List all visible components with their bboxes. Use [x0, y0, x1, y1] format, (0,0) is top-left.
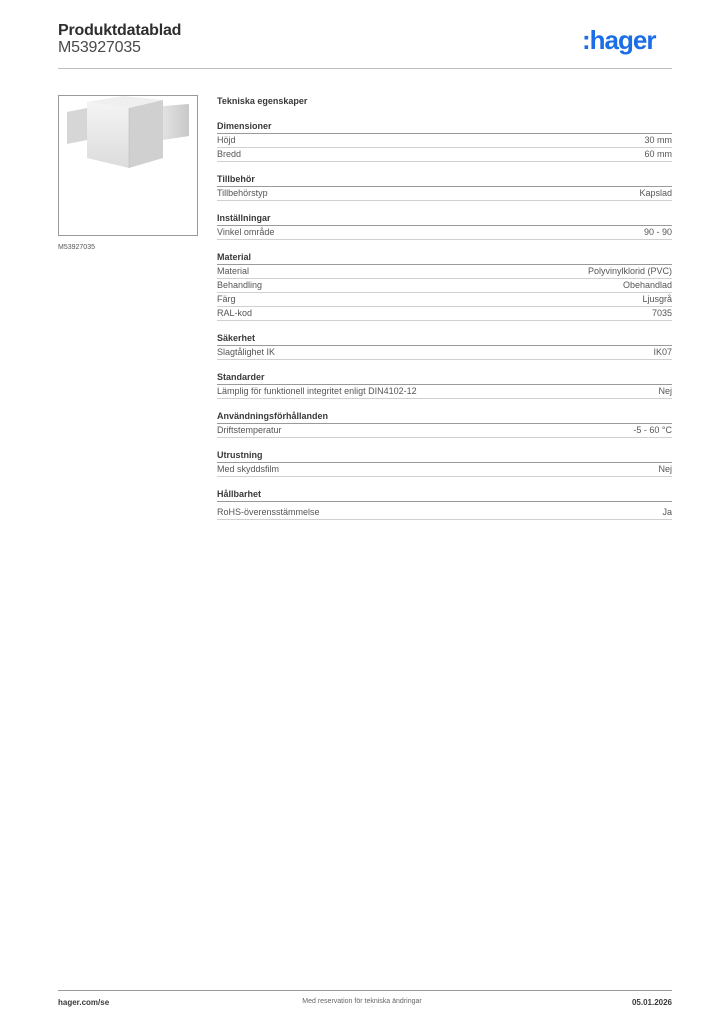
spec-group-title: Hållbarhet	[217, 488, 672, 502]
footer-divider	[58, 990, 672, 991]
spec-label: Höjd	[217, 135, 236, 145]
hager-logo	[582, 26, 672, 56]
spec-group	[217, 251, 672, 321]
spec-group	[217, 332, 672, 360]
spec-value: IK07	[653, 347, 672, 357]
duct-angle-cover-icon	[59, 96, 197, 235]
spec-row	[217, 506, 672, 520]
spec-label: Tillbehörstyp	[217, 188, 268, 198]
spec-label: RoHS-överensstämmelse	[217, 507, 320, 517]
spec-groups	[217, 120, 672, 520]
spec-group	[217, 173, 672, 201]
spec-group	[217, 212, 672, 240]
spec-group-title: Inställningar	[217, 212, 672, 226]
product-image-caption: M53927035	[58, 244, 95, 251]
spec-row	[217, 134, 672, 148]
spec-label: Bredd	[217, 149, 242, 159]
spec-group	[217, 410, 672, 438]
product-code: M53927035	[58, 39, 141, 56]
spec-group	[217, 371, 672, 399]
specs-heading: Tekniska egenskaper	[217, 96, 308, 106]
spec-value: 90 - 90	[643, 227, 672, 237]
spec-group-title: Dimensioner	[217, 120, 672, 134]
spec-row	[217, 226, 672, 240]
spec-value: Polyvinylklorid (PVC)	[587, 266, 672, 276]
spec-row	[217, 307, 672, 321]
spec-group	[217, 488, 672, 520]
spec-value: -5 - 60 °C	[633, 425, 672, 435]
spec-group	[217, 120, 672, 162]
page-header	[58, 22, 672, 68]
header-divider	[58, 68, 672, 69]
footer-date: 05.01.2026	[631, 998, 672, 1007]
spec-row	[217, 279, 672, 293]
spec-value: Ljusgrå	[642, 294, 672, 304]
spec-label: Lämplig för funktionell integritet enligt DIN4102-12	[217, 386, 417, 396]
footer-website: hager.com/se	[58, 998, 110, 1007]
spec-row	[217, 346, 672, 360]
spec-value: Kapslad	[639, 188, 672, 198]
spec-value: Ja	[662, 507, 672, 517]
spec-group-title: Användningsförhållanden	[217, 410, 672, 424]
spec-group-title: Standarder	[217, 371, 672, 385]
spec-group-title: Säkerhet	[217, 332, 672, 346]
svg-text::hager: :hager	[582, 26, 656, 55]
spec-label: Driftstemperatur	[217, 425, 282, 435]
spec-value: Obehandlad	[622, 280, 672, 290]
spec-label: RAL-kod	[217, 308, 253, 318]
spec-label: Färg	[217, 294, 236, 304]
spec-row	[217, 265, 672, 279]
spec-value: Nej	[658, 386, 672, 396]
spec-row	[217, 463, 672, 477]
product-image	[58, 95, 198, 236]
spec-group-title: Utrustning	[217, 449, 672, 463]
spec-row	[217, 293, 672, 307]
spec-label: Material	[217, 266, 250, 276]
spec-label: Med skyddsfilm	[217, 464, 280, 474]
spec-value: 60 mm	[644, 149, 672, 159]
spec-value: 30 mm	[644, 135, 672, 145]
spec-value: 7035	[651, 308, 672, 318]
spec-label: Slagtålighet IK	[217, 347, 276, 357]
spec-value: Nej	[658, 464, 672, 474]
document-title: Produktdatablad	[58, 22, 182, 39]
technical-specs	[217, 95, 672, 531]
spec-row	[217, 385, 672, 399]
spec-group-title: Tillbehör	[217, 173, 672, 187]
spec-group	[217, 449, 672, 477]
spec-label: Behandling	[217, 280, 263, 290]
spec-row	[217, 187, 672, 201]
spec-label: Vinkel område	[217, 227, 275, 237]
spec-group-title: Material	[217, 251, 672, 265]
footer-disclaimer: Med reservation för tekniska ändringar	[302, 998, 422, 1005]
spec-row	[217, 424, 672, 438]
spec-row	[217, 148, 672, 162]
